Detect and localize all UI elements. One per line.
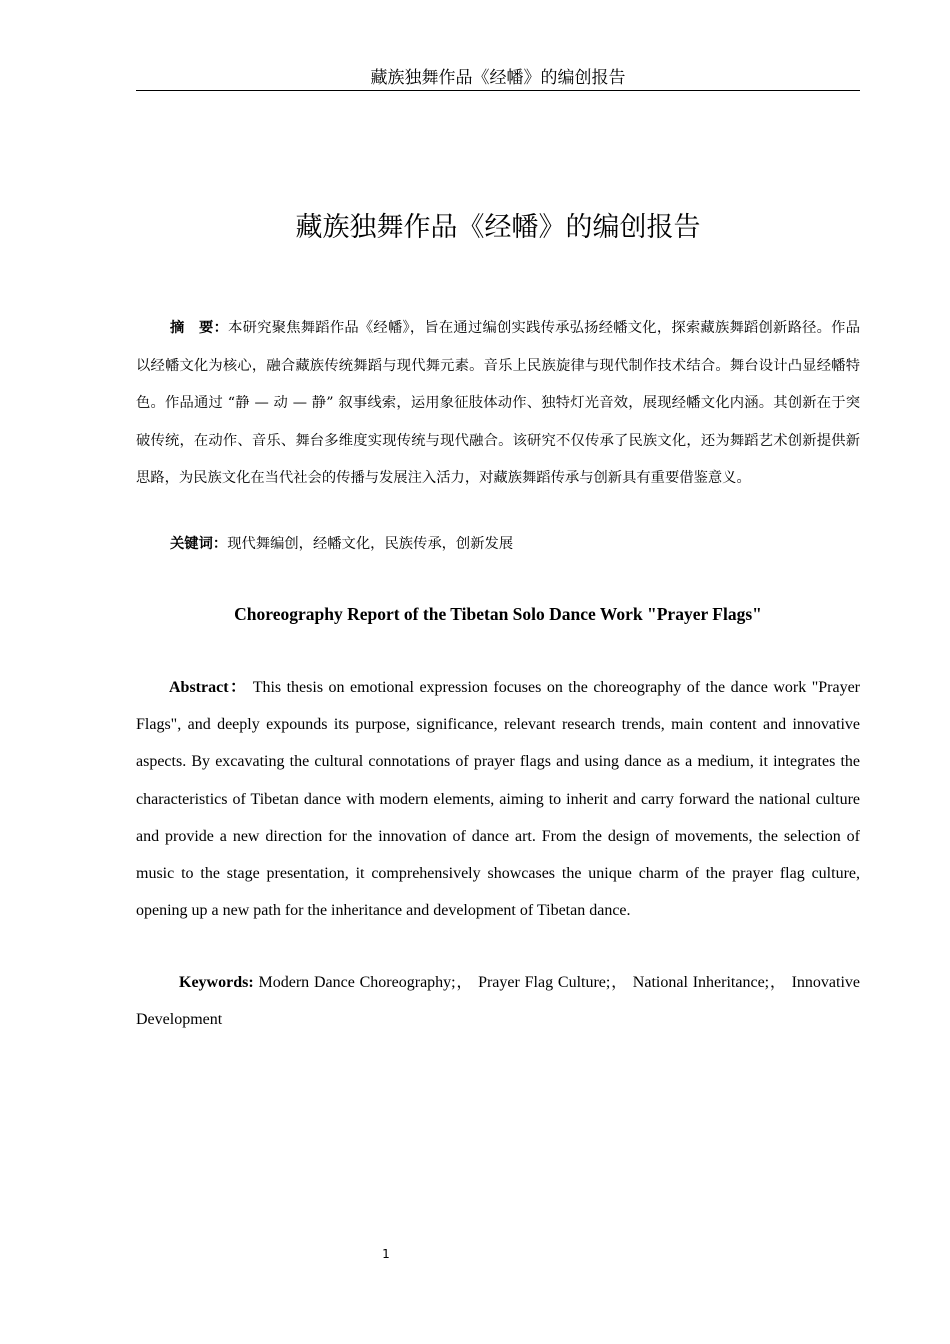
abstract-english-text: This thesis on emotional expression focuses on the choreography of the dance work "Prayer Flags", and deeply expounds its purpose, significance, relevant research trends, main content and innovative aspects. By excavating the cultural connotations of prayer flags and using dance as a medium, it integrates the characteristics of Tibetan dance with modern elements, aiming to inherit and carry forward the national culture and provide a new direction for the innovation of dance art. From the design of movements, the selection of music to the stage presentation, it comprehensively showcases the unique charm of the prayer flag culture, opening up a new path for the inheritance and development of Tibetan dance. <box>136 679 860 920</box>
keywords-english-text: Modern Dance Choreography;， Prayer Flag Culture;， National Inheritance;， Innovative Development <box>136 974 860 1028</box>
abstract-chinese-label: 摘 要： <box>170 320 229 336</box>
keywords-english-label: Keywords: <box>179 974 254 991</box>
page-title-chinese: 藏族独舞作品《经幡》的编创报告 <box>295 212 701 243</box>
running-header: 藏族独舞作品《经幡》的编创报告 <box>136 66 860 91</box>
abstract-chinese <box>136 310 860 498</box>
keywords-english <box>136 964 860 1038</box>
abstract-chinese-text: 本研究聚焦舞蹈作品《经幡》，旨在通过编创实践传承弘扬经幡文化，探索藏族舞蹈创新路径。作品以经幡文化为核心，融合藏族传统舞蹈与现代舞元素。音乐上民族旋律与现代制作技术结合。舞台设计凸显经幡特色。作品通过 “静 — 动 — 静” 叙事线索，运用象征肢体动作、独特灯光音效，展现经幡文化内涵。其创新在于突破传统，在动作、音乐、舞台多维度实现传统与现代融合。该研究不仅传承了民族文化，还为舞蹈艺术创新提供新思路，为民族文化在当代社会的传播与发展注入活力，对藏族舞蹈传承与创新具有重要借鉴意义。 <box>136 320 860 486</box>
abstract-english-label: Abstract： <box>169 679 248 696</box>
keywords-chinese <box>170 530 860 558</box>
page-number: 1 <box>382 1247 390 1261</box>
keywords-chinese-label: 关键词： <box>170 536 228 552</box>
abstract-english <box>136 669 860 929</box>
page-title-english: Choreography Report of the Tibetan Solo Dance Work "Prayer Flags" <box>234 604 762 624</box>
keywords-chinese-text: 现代舞编创，经幡文化，民族传承，创新发展 <box>227 536 514 552</box>
